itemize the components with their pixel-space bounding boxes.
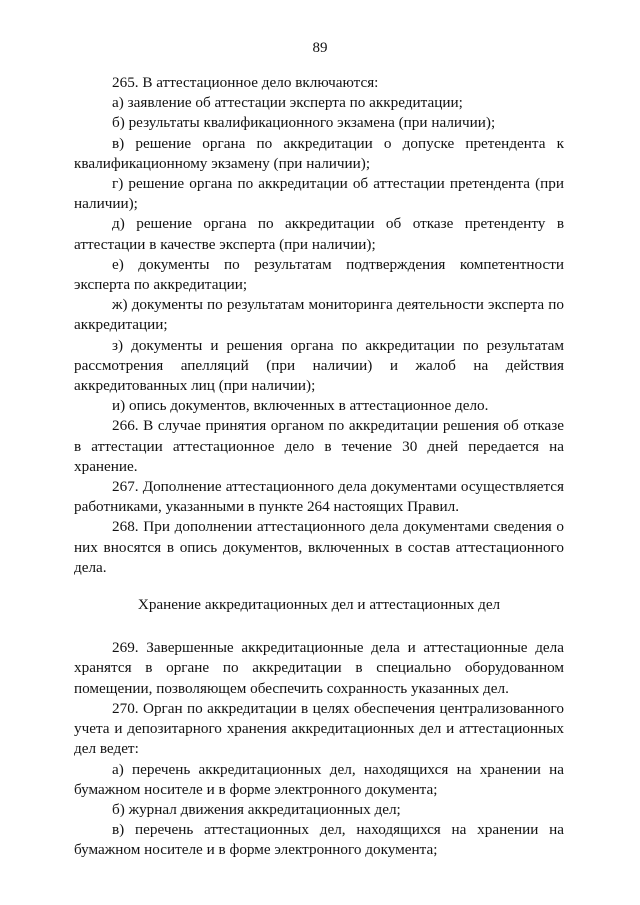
document-body: [74, 73, 564, 861]
paragraph-269: 269. Завершенные аккредитационные дела и аттестационные дела хранятся в органе по аккредитации в специально оборудованном помещении, позволяющем обеспечить сохранность указанных дел.: [74, 639, 564, 697]
list-item-z: з) документы и решения органа по аккредитации по результатам рассмотрения апелляций (при наличии) и жалоб на действия аккредитованных лиц (при наличии);: [74, 336, 564, 395]
list-item-i: и) опись документов, включенных в аттестационное дело.: [112, 397, 489, 415]
list-item-270-v: в) перечень аттестационных дел, находящихся на хранении на бумажном носителе и в форме электронного документа;: [74, 821, 564, 859]
paragraph-266: 266. В случае принятия органом по аккредитации решения об отказе в аттестации аттестационное дело в течение 30 дней передается на хранение.: [74, 417, 564, 475]
paragraph-268: 268. При дополнении аттестационного дела документами сведения о них вносятся в опись документов, включенных в состав аттестационного дела.: [74, 518, 564, 576]
list-item-b: б) результаты квалификационного экзамена (при наличии);: [112, 114, 496, 132]
list-item-e: е) документы по результатам подтверждения компетентности эксперта по аккредитации;: [74, 255, 564, 294]
list-item-a: а) заявление об аттестации эксперта по аккредитации;: [112, 94, 463, 112]
section-heading: Хранение аккредитационных дел и аттестационных дел: [137, 596, 501, 614]
list-item-270-b: б) журнал движения аккредитационных дел;: [112, 800, 401, 818]
paragraph-270: 270. Орган по аккредитации в целях обеспечения централизованного учета и депозитарного хранения аккредитационных дел и аттестационных дел ведет:: [74, 699, 564, 758]
list-item-270-a: а) перечень аккредитационных дел, находящихся на хранении на бумажном носителе и в форме электронного документа;: [74, 760, 564, 798]
page-number: 89: [312, 40, 328, 56]
list-item-v: в) решение органа по аккредитации о допуске претендента к квалификационному экзамену (при наличии);: [74, 134, 564, 172]
paragraph-267: 267. Дополнение аттестационного дела документами осуществляется работниками, указанными в пункте 264 настоящих Правил.: [74, 478, 564, 516]
list-item-g: г) решение органа по аккредитации об аттестации претендента (при наличии);: [74, 175, 564, 213]
paragraph-265: 265. В аттестационное дело включаются:: [112, 74, 379, 91]
list-item-zh: ж) документы по результатам мониторинга деятельности эксперта по аккредитации;: [74, 296, 564, 334]
list-item-d: д) решение органа по аккредитации об отказе претенденту в аттестации в качестве эксперта (при наличии);: [74, 215, 564, 253]
